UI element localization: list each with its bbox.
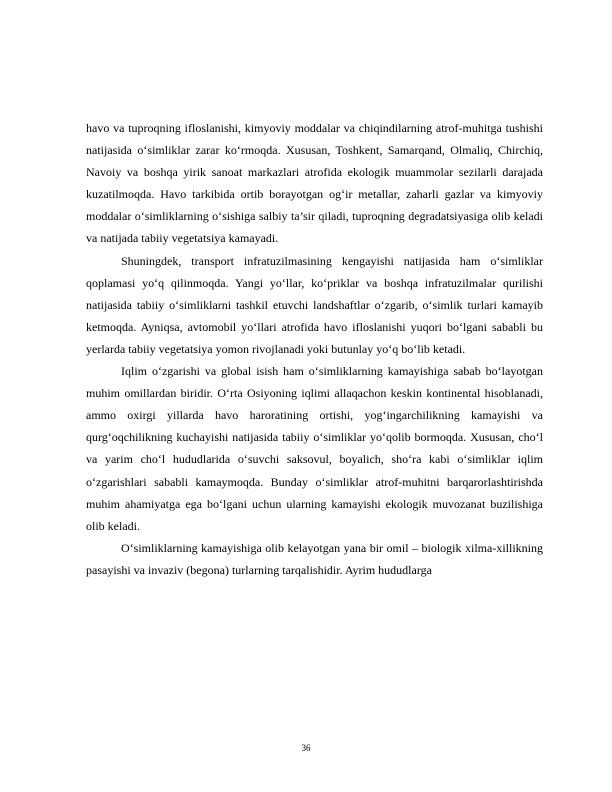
paragraph-climate: Iqlim o‘zgarishi va global isish ham o‘simliklarning kamayishiga sabab bo‘layotgan muhim omillardan biridir. O‘rta Osiyoning iqlimi allaqachon keskin kontinental hisoblanadi, ammo oxirgi yillarda havo haroratining ortishi, yog‘ingarchilikning kamayishi va qurg‘oqchilikning kuchayishi natijasida tabiiy o‘simliklar yo‘qolib bormoqda. Xususan, cho‘l va yarim cho‘l hududlarida o‘suvchi saksovul, boyalich, sho‘ra kabi o‘simliklar iqlim o‘zgarishlari sababli kamaymoqda. Bunday o‘simliklar atrof-muhitni barqarorlashtirishda muhim ahamiyatga ega bo‘lgani uchun ularning kamayishi ekologik muvozanat buzilishiga olib keladi. [86,364,543,533]
paragraph-continuation: havo va tuproqning ifloslanishi, kimyoviy moddalar va chiqindilarning atrof-muhitga tushishi natijasida o‘simliklar zarar ko‘rmoqda. Xususan, Toshkent, Samarqand, Olmaliq, Chirchiq, Navoiy va boshqa yirik sanoat markazlari atrofida ekologik muammolar sezilarli darajada kuzatilmoqda. Havo tarkibida ortib borayotgan og‘ir metallar, zaharli gazlar va kimyoviy moddalar o‘simliklarning o‘sishiga salbiy ta’sir qiladi, tuproqning degradatsiyasiga olib keladi va natijada tabiiy vegetatsiya kamayadi. [86,121,543,246]
body-text [86,117,543,581]
paragraph-biodiversity: O‘simliklarning kamayishiga olib kelayotgan yana bir omil – biologik xilma-xillikning pasayishi va invaziv (begona) turlarning tarqalishidir. Ayrim hududlarga [86,540,543,577]
paragraph-transport: Shuningdek, transport infratuzilmasining kengayishi natijasida ham o‘simliklar qoplamasi yo‘q qilinmoqda. Yangi yo‘llar, ko‘priklar va boshqa infratuzilmalar qurilishi natijasida tabiiy o‘simliklarni tashkil etuvchi landshaftlar o‘zgarib, o‘simlik turlari kamayib ketmoqda. Ayniqsa, avtomobil yo‘llari atrofida havo ifloslanishi yuqori bo‘lgani sababli bu yerlarda tabiiy vegetatsiya yomon rivojlanadi yoki butunlay yo‘q bo‘lib ketadi. [86,253,543,356]
page-number: 36 [301,743,311,753]
